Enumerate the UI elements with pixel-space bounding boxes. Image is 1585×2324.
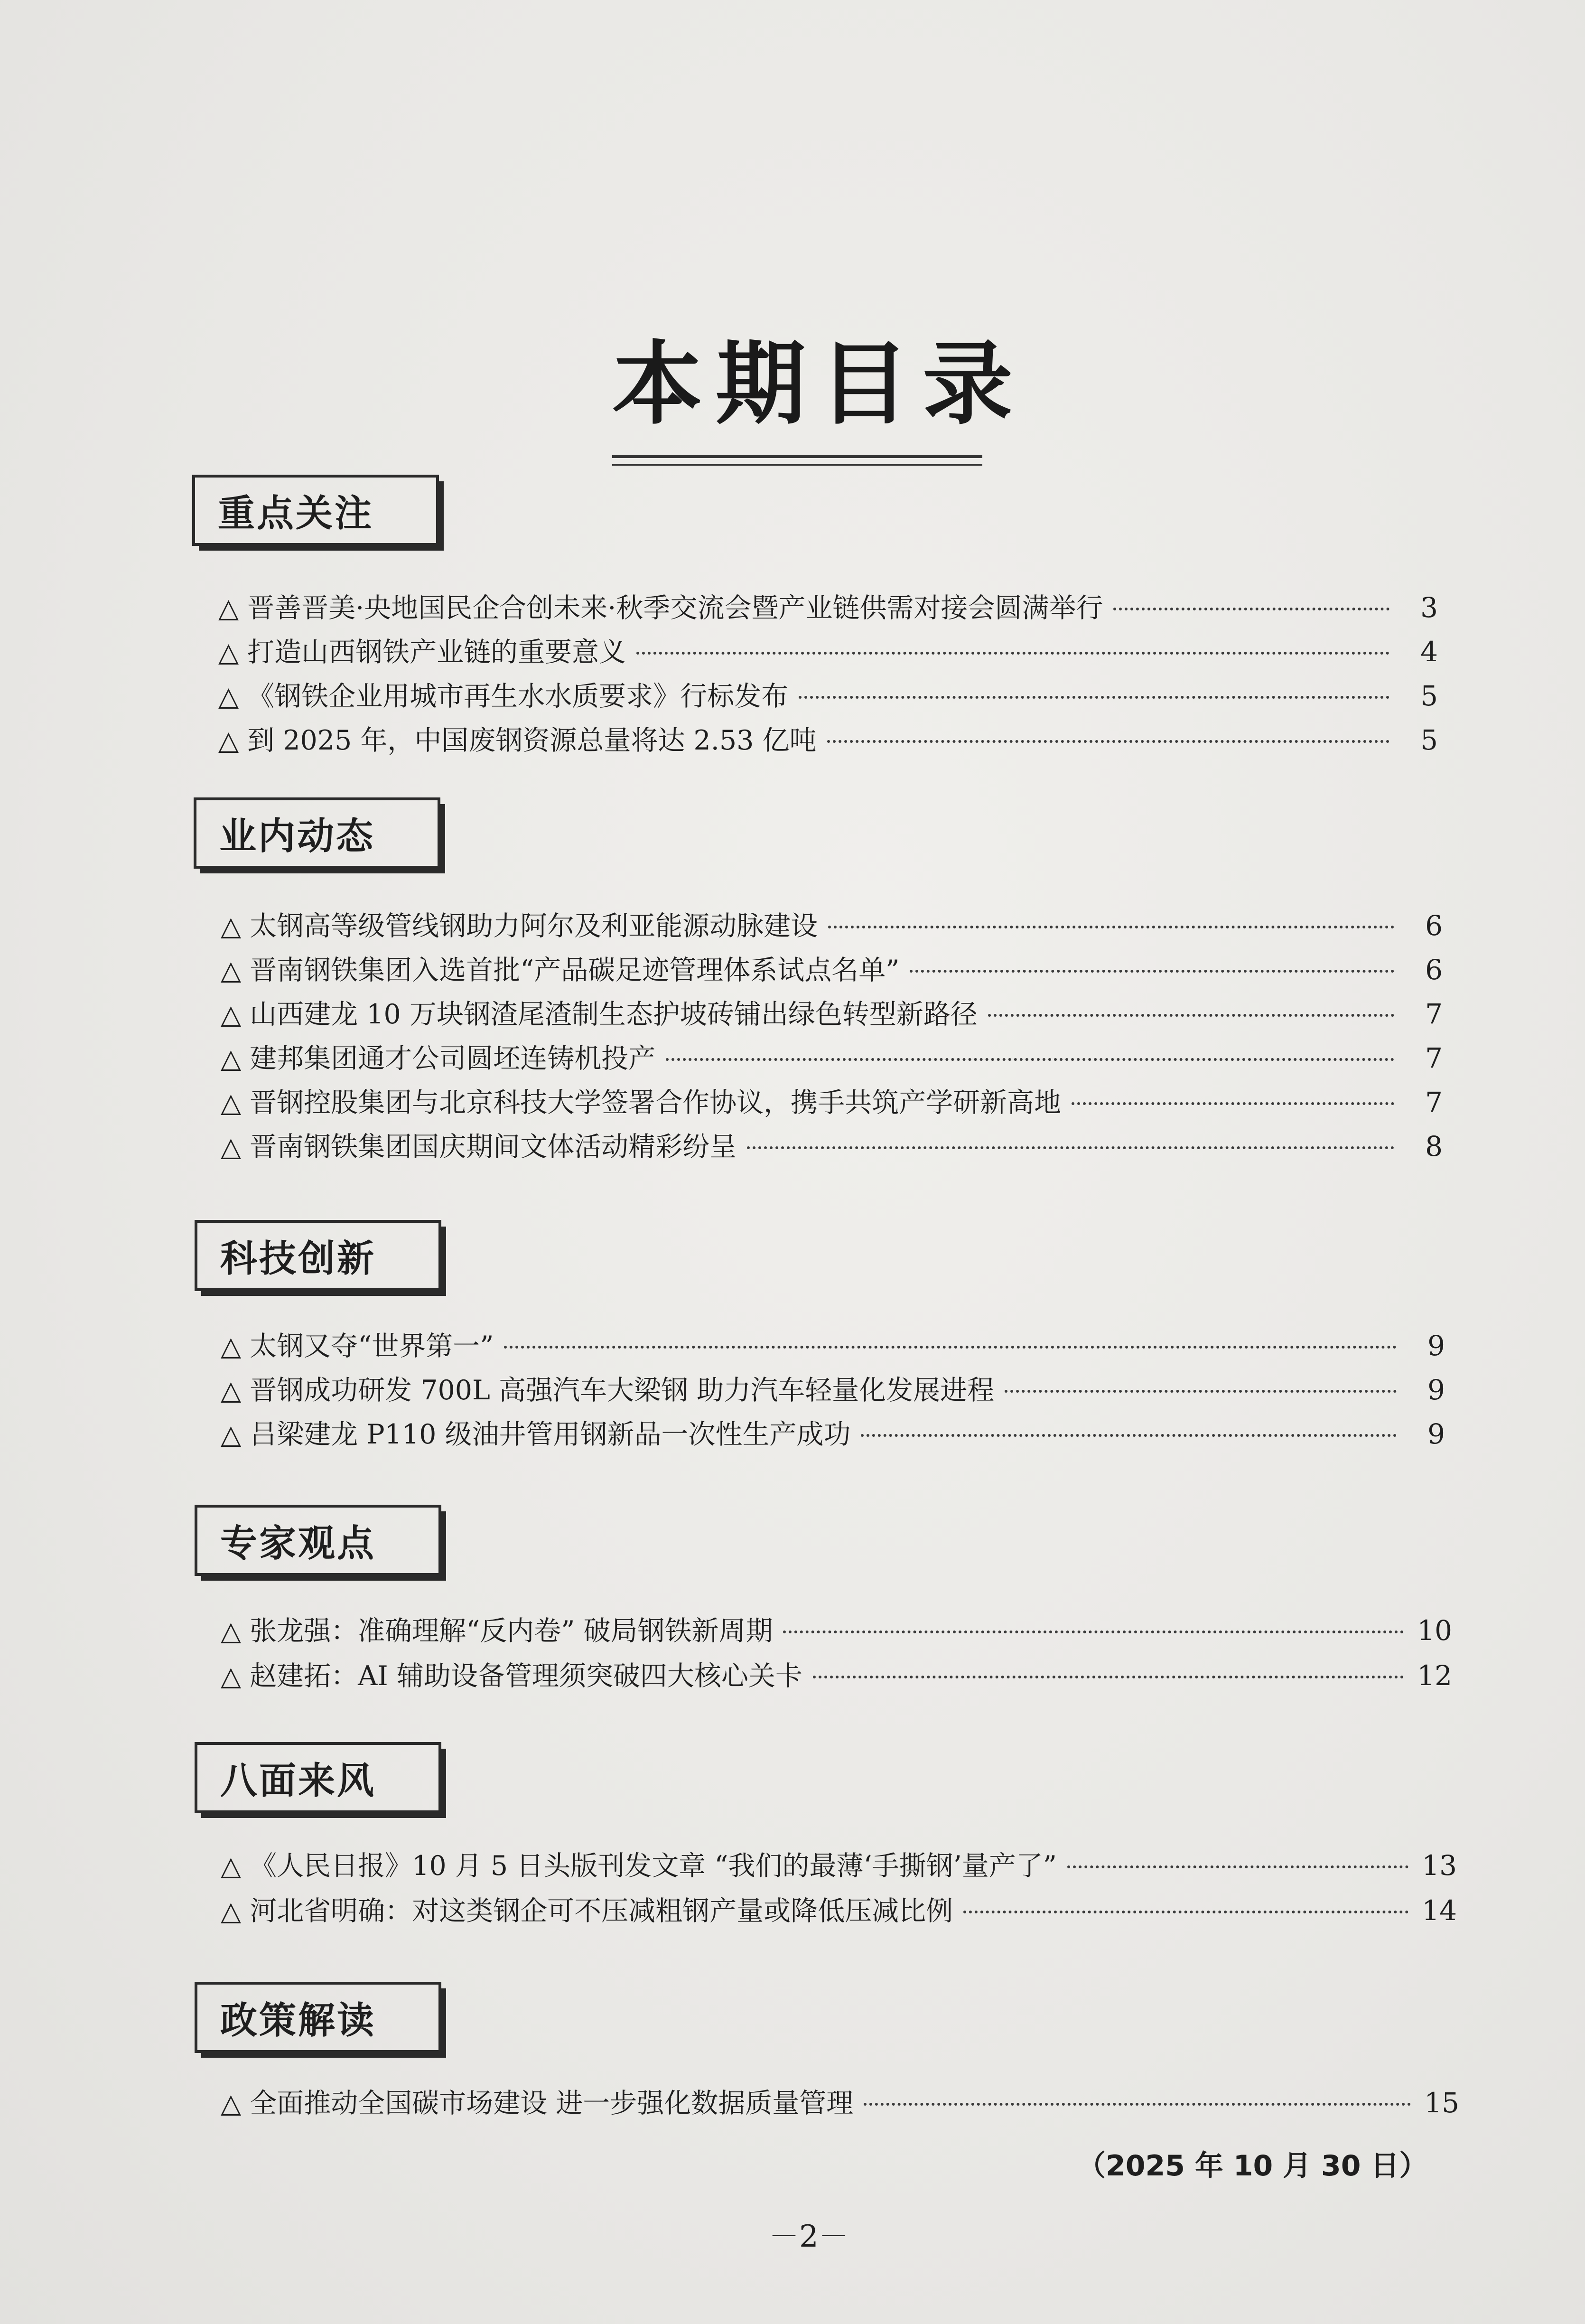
- triangle-bullet-icon: △: [221, 999, 242, 1030]
- section-heading-box: [195, 1505, 441, 1576]
- page-ref: 14: [1422, 1894, 1457, 1927]
- dot-leader: [813, 1676, 1404, 1678]
- section-heading-box: [195, 1220, 441, 1291]
- page-ref: 7: [1425, 998, 1443, 1030]
- dot-leader: [1072, 1102, 1394, 1105]
- page-ref: 9: [1427, 1330, 1445, 1362]
- dot-leader: [963, 1911, 1408, 1913]
- toc-entry[interactable]: [221, 1413, 1445, 1455]
- triangle-bullet-icon: △: [218, 725, 239, 756]
- dot-leader: [636, 652, 1389, 655]
- triangle-bullet-icon: △: [221, 1419, 242, 1450]
- entry-title: 太钢高等级管线钢助力阿尔及利亚能源动脉建设: [250, 910, 818, 942]
- toc-entry[interactable]: [221, 1368, 1445, 1411]
- triangle-bullet-icon: △: [221, 1331, 242, 1362]
- entry-title: 河北省明确：对这类钢企可不压减粗钢产量或降低压减比例: [250, 1895, 953, 1927]
- entry-title: 晋南钢铁集团国庆期间文体活动精彩纷呈: [250, 1131, 737, 1162]
- toc-entry[interactable]: [221, 1654, 1452, 1697]
- page-number: －2－: [769, 2219, 849, 2254]
- triangle-bullet-icon: △: [221, 1043, 242, 1074]
- triangle-bullet-icon: △: [221, 1616, 242, 1647]
- section-heading-box: [195, 1982, 441, 2053]
- dot-leader: [828, 926, 1394, 928]
- section-heading: 专家观点: [220, 1522, 376, 1565]
- section-heading: 政策解读: [220, 1999, 376, 2042]
- toc-entry[interactable]: [221, 1324, 1445, 1367]
- page-ref: 4: [1420, 636, 1438, 668]
- page-ref: 6: [1425, 954, 1443, 986]
- entry-title: 太钢又夺“世界第一”: [250, 1331, 494, 1362]
- entry-title: 《钢铁企业用城市再生水水质要求》行标发布: [247, 681, 789, 712]
- dot-leader: [910, 970, 1394, 973]
- page-ref: 13: [1422, 1849, 1457, 1882]
- dot-leader: [783, 1631, 1404, 1633]
- toc-entry[interactable]: [221, 1125, 1443, 1168]
- page-ref: 3: [1420, 591, 1438, 624]
- entry-title: 《人民日报》10 月 5 日头版刊发文章 “我们的最薄‘手撕钢’量产了”: [250, 1850, 1057, 1882]
- triangle-bullet-icon: △: [221, 911, 242, 942]
- toc-entry[interactable]: [221, 1889, 1457, 1932]
- toc-entry[interactable]: [221, 904, 1443, 947]
- page-title: 本期目录: [612, 332, 1026, 437]
- page-ref: 9: [1427, 1418, 1445, 1450]
- dot-leader: [1067, 1865, 1408, 1868]
- triangle-bullet-icon: △: [221, 1896, 242, 1927]
- dot-leader: [799, 696, 1389, 699]
- entry-title: 吕梁建龙 P110 级油井管用钢新品一次性生产成功: [250, 1419, 851, 1450]
- dot-leader: [861, 1434, 1397, 1437]
- entry-title: 打造山西钢铁产业链的重要意义: [247, 637, 626, 668]
- entry-title: 晋钢成功研发 700L 高强汽车大梁钢 助力汽车轻量化发展进程: [250, 1375, 995, 1406]
- entry-title: 晋钢控股集团与北京科技大学签署合作协议，携手共筑产学研新高地: [250, 1087, 1062, 1118]
- entry-title: 晋善晋美·央地国民企合创未来·秋季交流会暨产业链供需对接会圆满举行: [247, 592, 1103, 624]
- toc-entry[interactable]: [218, 719, 1438, 761]
- section-heading: 科技创新: [220, 1237, 376, 1280]
- page-ref: 5: [1420, 680, 1438, 712]
- entry-title: 到 2025 年，中国废钢资源总量将达 2.53 亿吨: [247, 725, 817, 756]
- toc-entry[interactable]: [218, 675, 1438, 717]
- dot-leader: [666, 1058, 1394, 1061]
- triangle-bullet-icon: △: [221, 1375, 242, 1406]
- page-ref: 12: [1417, 1659, 1452, 1692]
- section-heading: 八面来风: [220, 1760, 376, 1802]
- toc-entry[interactable]: [218, 586, 1438, 629]
- entry-title: 建邦集团通才公司圆坯连铸机投产: [250, 1043, 656, 1074]
- triangle-bullet-icon: △: [221, 1661, 242, 1692]
- toc-entry[interactable]: [221, 1037, 1443, 1079]
- triangle-bullet-icon: △: [221, 1851, 242, 1882]
- dot-leader: [1005, 1390, 1397, 1393]
- title-block: [612, 332, 1026, 466]
- toc-entry[interactable]: [221, 1844, 1457, 1887]
- section-heading-box: [192, 475, 439, 546]
- page-ref: 7: [1425, 1086, 1443, 1118]
- page-ref: 15: [1424, 2087, 1459, 2119]
- toc-entry[interactable]: [221, 1609, 1452, 1652]
- triangle-bullet-icon: △: [218, 637, 239, 668]
- entry-title: 张龙强：准确理解“反内卷” 破局钢铁新周期: [250, 1615, 773, 1647]
- toc-entry[interactable]: [221, 993, 1443, 1035]
- section-heading-box: [195, 1742, 441, 1813]
- page-ref: 7: [1425, 1042, 1443, 1074]
- entry-title: 赵建拓：AI 辅助设备管理须突破四大核心关卡: [250, 1660, 802, 1692]
- dot-leader: [747, 1146, 1394, 1149]
- page-ref: 10: [1417, 1614, 1452, 1647]
- entry-title: 全面推动全国碳市场建设 进一步强化数据质量管理: [250, 2088, 854, 2119]
- triangle-bullet-icon: △: [218, 681, 239, 712]
- triangle-bullet-icon: △: [221, 2088, 242, 2119]
- page-ref: 9: [1427, 1374, 1445, 1406]
- toc-entry[interactable]: [221, 2081, 1459, 2124]
- entry-title: 山西建龙 10 万块钢渣尾渣制生态护坡砖铺出绿色转型新路径: [250, 999, 978, 1030]
- section-heading: 业内动态: [219, 815, 375, 858]
- toc-entry[interactable]: [218, 630, 1438, 673]
- page-ref: 6: [1425, 909, 1443, 942]
- page-ref: 8: [1425, 1130, 1443, 1162]
- triangle-bullet-icon: △: [221, 1132, 242, 1162]
- triangle-bullet-icon: △: [221, 955, 242, 986]
- dot-leader: [1113, 608, 1389, 610]
- dot-leader: [504, 1346, 1397, 1349]
- triangle-bullet-icon: △: [221, 1087, 242, 1118]
- section-heading: 重点关注: [218, 492, 374, 535]
- dot-leader: [827, 740, 1389, 743]
- triangle-bullet-icon: △: [218, 593, 239, 624]
- entry-title: 晋南钢铁集团入选首批“产品碳足迹管理体系试点名单”: [250, 955, 900, 986]
- dot-leader: [864, 2103, 1411, 2106]
- issue-date: （2025 年 10 月 30 日）: [1077, 2149, 1428, 2183]
- toc-entry[interactable]: [221, 948, 1443, 991]
- page-ref: 5: [1420, 724, 1438, 756]
- section-heading-box: [194, 797, 440, 869]
- toc-entry[interactable]: [221, 1081, 1443, 1124]
- dot-leader: [988, 1014, 1394, 1017]
- title-underline: [612, 455, 982, 466]
